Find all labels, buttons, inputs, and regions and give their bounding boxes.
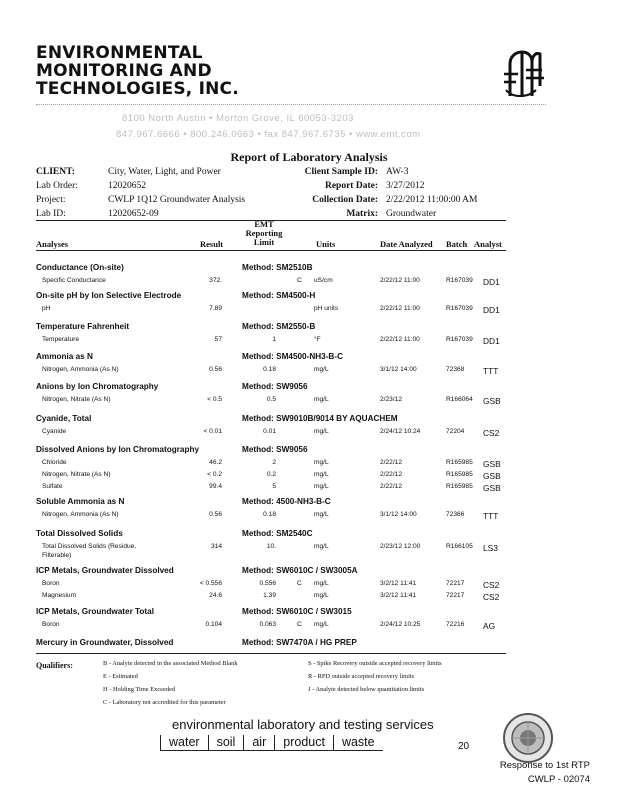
service-waste: waste	[333, 735, 383, 751]
cell-result: 57	[214, 336, 222, 343]
col-result: Result	[200, 239, 224, 249]
cell-units: uS/cm	[314, 277, 333, 284]
analyte-name: Sulfate	[42, 483, 63, 490]
cell-batch: R165985	[446, 483, 473, 490]
lab-id-label: Lab ID:	[36, 209, 66, 219]
cell-result: 0.104	[205, 621, 222, 628]
cell-units: mg/L	[314, 483, 329, 490]
cell-batch: 72216	[446, 621, 465, 628]
client-label: CLIENT:	[36, 167, 75, 177]
cell-limit: 10.	[266, 543, 276, 550]
response-note: Response to 1st RTP	[499, 760, 590, 771]
col-date-analyzed: Date Analyzed	[380, 239, 433, 249]
section-title: ICP Metals, Groundwater Dissolved	[36, 566, 174, 575]
cell-date: 2/22/12 11:00	[380, 305, 420, 312]
cell-date: 2/23/12	[380, 396, 402, 403]
cell-result: 0.56	[209, 511, 222, 518]
cell-batch: R165985	[446, 459, 473, 466]
cell-limit: 0.18	[263, 511, 276, 518]
analyte-name: Boron	[42, 621, 60, 628]
section-title: Dissolved Anions by Ion Chromatography	[36, 445, 200, 454]
client-sample-label: Client Sample ID:	[304, 167, 378, 177]
cell-limit: 0.063	[259, 621, 276, 628]
cell-analyst: GSB	[483, 471, 501, 481]
cell-units: mg/L	[314, 592, 329, 599]
section-method: Method: SM2540C	[242, 529, 313, 538]
cell-units: mg/L	[314, 543, 329, 550]
header-rule	[36, 250, 506, 251]
cell-batch: R167039	[446, 277, 473, 284]
cell-date: 2/22/12	[380, 471, 402, 478]
cell-analyst: TTT	[483, 511, 499, 521]
cell-analyst: DD1	[483, 277, 500, 287]
cell-units: mg/L	[314, 459, 329, 466]
qualifier-b: B - Analyte detected in the associated Method Blank	[103, 660, 238, 667]
cell-date: 3/2/12 11:41	[380, 592, 417, 599]
report-date-label: Report Date:	[324, 181, 378, 191]
section-title: Anions by Ion Chromatography	[36, 382, 159, 391]
qualifier-r: R - RPD outside accepted recovery limits	[308, 673, 415, 680]
service-soil: soil	[208, 735, 244, 751]
matrix-value: Groundwater	[386, 209, 437, 219]
cell-limit: 1	[272, 336, 276, 343]
analyte-name: pH	[42, 305, 51, 312]
section-method: Method: SM2510B	[242, 263, 313, 272]
analyte-name: Chloride	[42, 459, 67, 466]
col-batch: Batch	[446, 239, 468, 249]
accreditation-seal-icon	[502, 712, 554, 764]
section-method: Method: SW9056	[242, 445, 308, 454]
section-method: Method: 4500-NH3-B-C	[242, 497, 331, 506]
qualifier-j: J - Analyte detected below quantitation limits	[308, 686, 425, 693]
section-method: Method: SW9010B/9014 BY AQUACHEM	[242, 414, 398, 423]
col-limit-line-3: Limit	[253, 237, 275, 247]
section-title: Soluble Ammonia as N	[36, 497, 125, 506]
cell-units: mg/L	[314, 621, 329, 628]
cell-batch: 72217	[446, 592, 465, 599]
cell-analyst: CS2	[483, 592, 500, 602]
cell-limit: 2	[272, 459, 276, 466]
analyte-name: Temperature	[42, 336, 80, 343]
cell-date: 3/2/12 11:41	[380, 580, 417, 587]
section-title: Mercury in Groundwater, Dissolved	[36, 638, 174, 647]
table-end-divider	[36, 653, 506, 654]
lab-order-value: 12020652	[108, 181, 146, 191]
lab-order-label: Lab Order:	[36, 181, 78, 191]
cell-analyst: DD1	[483, 305, 500, 315]
analyte-name: Magnesium	[42, 592, 77, 599]
service-product: product	[274, 735, 333, 751]
cell-result: 24.6	[209, 592, 222, 599]
section-method: Method: SW6010C / SW3005A	[242, 566, 358, 575]
cell-limit: 1.39	[263, 592, 276, 599]
cell-analyst: GSB	[483, 483, 501, 493]
collection-date-label: Collection Date:	[312, 195, 378, 205]
cell-analyst: GSB	[483, 459, 501, 469]
section-method: Method: SM2550-B	[242, 322, 316, 331]
company-name	[36, 44, 239, 98]
services-row	[160, 735, 383, 751]
cell-result: 0.56	[209, 366, 222, 373]
page-number: 20	[458, 741, 470, 752]
cell-result: 314	[210, 543, 222, 550]
analyte-name: Cyanide	[42, 428, 67, 435]
cell-batch: 72204	[446, 428, 465, 435]
document-id: CWLP - 02074	[527, 774, 590, 785]
cell-units: mg/L	[314, 511, 329, 518]
cell-date: 2/23/12 12:00	[380, 543, 421, 550]
cell-analyst: DD1	[483, 336, 500, 346]
cell-date: 3/1/12 14:00	[380, 511, 417, 518]
company-name-line-2: MONITORING AND	[36, 61, 212, 81]
col-analyses: Analyses	[36, 239, 69, 249]
company-contact: 847.967.6666 • 800.246.0663 • fax 847.967.6735 • www.emt.com	[116, 129, 421, 140]
section-method: Method: SM4500-NH3-B-C	[242, 352, 343, 361]
project-label: Project:	[36, 195, 66, 205]
cell-result: 99.4	[209, 483, 222, 490]
qualifier-h: H - Holding Time Exceeded	[103, 686, 176, 693]
cell-limit: 5	[272, 483, 276, 490]
cell-limit: 0.18	[263, 366, 276, 373]
cell-batch: R167039	[446, 305, 473, 312]
project-value: CWLP 1Q12 Groundwater Analysis	[108, 195, 246, 205]
cell-analyst: GSB	[483, 396, 501, 406]
section-method: Method: SW9056	[242, 382, 308, 391]
col-analyst: Analyst	[474, 239, 502, 249]
analyte-name: Nitrogen, Ammonia (As N)	[42, 366, 119, 373]
cell-units: mg/L	[314, 471, 329, 478]
section-title: On-site pH by Ion Selective Electrode	[36, 291, 182, 300]
header-divider	[36, 104, 546, 105]
cell-analyst: AG	[483, 621, 496, 631]
cell-units: mg/L	[314, 366, 329, 373]
cell-date: 2/22/12 11:00	[380, 336, 420, 343]
cell-result: < 0.5	[207, 396, 222, 403]
qualifier-s: S - Spike Recovery outside accepted recovery limits	[308, 660, 442, 667]
qualifier-e: E - Estimated	[103, 673, 138, 680]
client-sample-value: AW-3	[386, 167, 409, 177]
analyte-name: Nitrogen, Nitrate (As N)	[42, 396, 111, 403]
analyte-name-cont: Filterable)	[42, 552, 72, 559]
emt-logo-icon	[502, 46, 546, 100]
analyte-name: Nitrogen, Ammonia (As N)	[42, 511, 119, 518]
cell-batch: R166064	[446, 396, 473, 403]
cell-result: < 0.556	[199, 580, 222, 587]
cell-units: °F	[314, 336, 321, 343]
cell-batch: 72368	[446, 366, 465, 373]
report-date-value: 3/27/2012	[386, 181, 425, 191]
cell-result: 372.	[209, 277, 222, 284]
analyte-name: Nitrogen, Nitrate (As N)	[42, 471, 111, 478]
analyte-name: Boron	[42, 580, 60, 587]
cell-batch: R165985	[446, 471, 473, 478]
cell-units: mg/L	[314, 428, 329, 435]
qualifier-c: C - Laboratory not accredited for this parameter	[103, 699, 226, 706]
section-title: Temperature Fahrenheit	[36, 322, 130, 331]
company-name-line-1: ENVIRONMENTAL	[36, 43, 203, 63]
report-title: Report of Laboratory Analysis	[230, 150, 388, 164]
footer-tagline: environmental laboratory and testing services	[172, 717, 434, 732]
col-limit	[244, 220, 284, 247]
cell-result: < 0.01	[203, 428, 222, 435]
cell-limit: 0.2	[266, 471, 276, 478]
cell-result: 7.89	[209, 305, 222, 312]
cell-units: mg/L	[314, 396, 329, 403]
col-limit-line-2: Reporting	[245, 228, 283, 238]
cell-limit: 0.5	[266, 396, 276, 403]
cell-q: C	[297, 277, 302, 284]
company-address: 8100 North Austin • Morton Grove, IL 60053-3203	[122, 113, 354, 124]
cell-date: 2/24/12 10:25	[380, 621, 421, 628]
collection-date-value: 2/22/2012 11:00:00 AM	[386, 195, 478, 205]
service-air: air	[243, 735, 274, 751]
section-title: Ammonia as N	[36, 352, 93, 361]
matrix-label: Matrix:	[346, 209, 378, 219]
cell-units: mg/L	[314, 580, 329, 587]
cell-batch: 72366	[446, 511, 465, 518]
qualifiers-label: Qualifiers:	[36, 661, 73, 670]
lab-id-value: 12020652-09	[108, 209, 159, 219]
cell-analyst: CS2	[483, 428, 500, 438]
section-title: Cyanide, Total	[36, 414, 92, 423]
cell-limit: 0.556	[259, 580, 276, 587]
col-units: Units	[316, 239, 336, 249]
cell-date: 2/24/12 10:24	[380, 428, 421, 435]
analyte-name: Total Dissolved Solids (Residue,	[42, 543, 137, 550]
section-method: Method: SW6010C / SW3015	[242, 607, 352, 616]
cell-limit: 0.01	[263, 428, 276, 435]
analyte-name: Specific Conductance	[42, 277, 106, 284]
cell-analyst: LS3	[483, 543, 498, 553]
service-water: water	[160, 735, 208, 751]
client-value: City, Water, Light, and Power	[108, 167, 221, 177]
cell-date: 2/22/12	[380, 459, 402, 466]
cell-analyst: TTT	[483, 366, 499, 376]
section-title: ICP Metals, Groundwater Total	[36, 607, 154, 616]
cell-units: pH units	[314, 305, 339, 312]
cell-q: C	[297, 580, 302, 587]
cell-analyst: CS2	[483, 580, 500, 590]
section-title: Total Dissolved Solids	[36, 529, 123, 538]
cell-q: C	[297, 621, 302, 628]
cell-batch: R167039	[446, 336, 473, 343]
cell-result: < 0.2	[207, 471, 222, 478]
company-name-line-3: TECHNOLOGIES, INC.	[36, 79, 239, 99]
cell-date: 2/22/12 11:00	[380, 277, 420, 284]
cell-date: 2/22/12	[380, 483, 402, 490]
section-method: Method: SW7470A / HG PREP	[242, 638, 357, 647]
col-limit-line-1: EMT	[254, 219, 274, 229]
cell-batch: R166105	[446, 543, 473, 550]
cell-date: 3/1/12 14:00	[380, 366, 417, 373]
section-method: Method: SM4500-H	[242, 291, 316, 300]
cell-batch: 72217	[446, 580, 465, 587]
cell-result: 46.2	[209, 459, 222, 466]
section-title: Conductance (On-site)	[36, 263, 124, 272]
